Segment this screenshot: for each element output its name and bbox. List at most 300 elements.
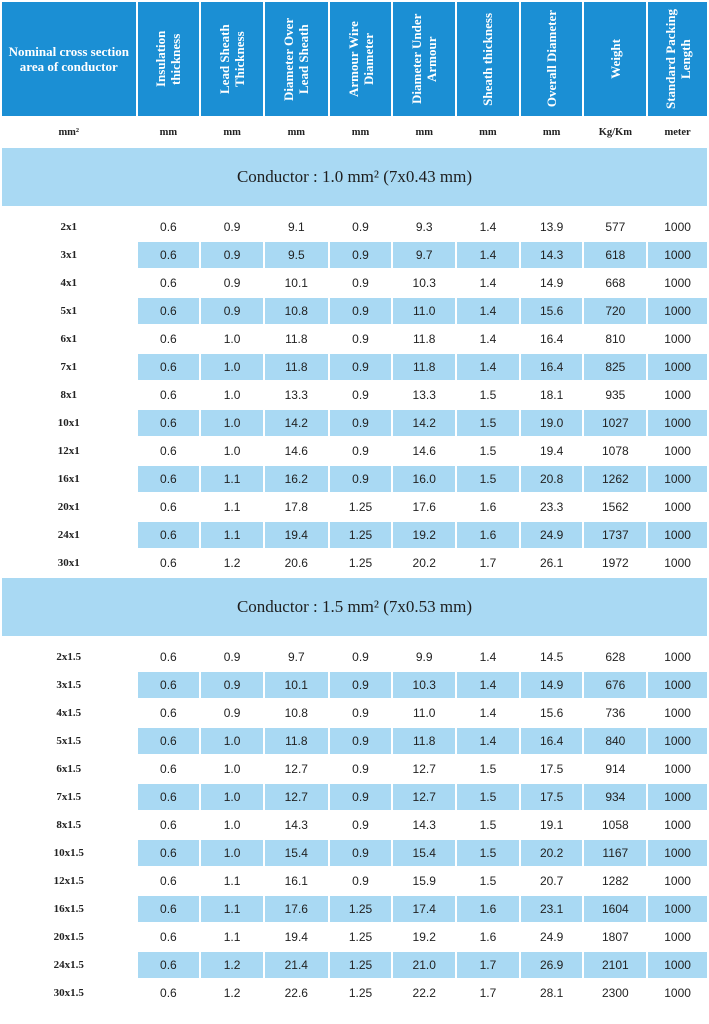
table-cell: 1000	[648, 840, 707, 866]
table-cell: 1058	[584, 812, 646, 838]
table-cell: 14.6	[393, 438, 455, 464]
table-cell: 1000	[648, 672, 707, 698]
table-cell: 9.7	[393, 242, 455, 268]
table-cell: 0.9	[330, 214, 392, 240]
table-cell: 1000	[648, 868, 707, 894]
row-size-cell: 24x1.5	[2, 952, 136, 978]
table-cell: 0.6	[138, 924, 200, 950]
row-size-cell: 12x1	[2, 438, 136, 464]
table-cell: 0.6	[138, 980, 200, 1006]
table-cell: 20.6	[265, 550, 328, 576]
table-cell: 1000	[648, 438, 707, 464]
table-row	[2, 466, 707, 492]
table-cell: 13.3	[393, 382, 455, 408]
unit-cell: mm	[521, 118, 583, 146]
table-cell: 10.1	[265, 270, 328, 296]
table-cell: 1.4	[457, 700, 519, 726]
table-cell: 17.5	[521, 784, 583, 810]
table-cell: 9.3	[393, 214, 455, 240]
table-cell: 20.8	[521, 466, 583, 492]
table-cell: 1000	[648, 784, 707, 810]
header-label: Armour Wire Diameter	[345, 21, 376, 97]
table-row	[2, 784, 707, 810]
table-cell: 15.6	[521, 298, 583, 324]
units-row	[2, 118, 707, 146]
header-label: Overall Diameter	[544, 10, 560, 108]
row-size-cell: 24x1	[2, 522, 136, 548]
table-cell: 1.2	[201, 952, 263, 978]
table-row	[2, 438, 707, 464]
table-cell: 1.0	[201, 326, 263, 352]
header-lead-sheath-thickness	[201, 2, 263, 116]
table-cell: 1262	[584, 466, 646, 492]
table-cell: 668	[584, 270, 646, 296]
row-size-cell: 5x1	[2, 298, 136, 324]
table-cell: 0.9	[201, 242, 263, 268]
table-cell: 0.9	[201, 700, 263, 726]
table-cell: 736	[584, 700, 646, 726]
table-cell: 1.1	[201, 896, 263, 922]
table-cell: 1.25	[330, 952, 392, 978]
table-cell: 12.7	[265, 784, 328, 810]
table-cell: 19.1	[521, 812, 583, 838]
table-cell: 2300	[584, 980, 646, 1006]
table-cell: 0.9	[201, 672, 263, 698]
table-cell: 720	[584, 298, 646, 324]
table-cell: 1.1	[201, 466, 263, 492]
table-cell: 914	[584, 756, 646, 782]
table-cell: 1000	[648, 326, 707, 352]
table-row	[2, 270, 707, 296]
row-size-cell: 6x1	[2, 326, 136, 352]
table-cell: 810	[584, 326, 646, 352]
table-cell: 11.0	[393, 298, 455, 324]
table-cell: 1.25	[330, 896, 392, 922]
table-cell: 1000	[648, 214, 707, 240]
table-cell: 0.6	[138, 812, 200, 838]
table-cell: 934	[584, 784, 646, 810]
table-cell: 15.4	[265, 840, 328, 866]
table-cell: 16.2	[265, 466, 328, 492]
table-cell: 10.3	[393, 672, 455, 698]
table-cell: 1000	[648, 700, 707, 726]
table-cell: 1000	[648, 980, 707, 1006]
table-cell: 1078	[584, 438, 646, 464]
table-cell: 1.25	[330, 980, 392, 1006]
table-cell: 1000	[648, 728, 707, 754]
table-cell: 10.1	[265, 672, 328, 698]
table-cell: 0.6	[138, 438, 200, 464]
table-cell: 1027	[584, 410, 646, 436]
table-cell: 1.1	[201, 522, 263, 548]
table-cell: 0.6	[138, 868, 200, 894]
table-cell: 0.9	[330, 644, 392, 670]
table-cell: 0.6	[138, 784, 200, 810]
row-size-cell: 4x1	[2, 270, 136, 296]
table-cell: 0.9	[330, 812, 392, 838]
header-label: Diameter Over Lead Sheath	[281, 17, 312, 101]
row-size-cell: 2x1	[2, 214, 136, 240]
table-cell: 0.6	[138, 522, 200, 548]
table-cell: 2101	[584, 952, 646, 978]
table-row	[2, 326, 707, 352]
table-cell: 0.9	[330, 728, 392, 754]
table-cell: 0.9	[330, 410, 392, 436]
table-cell: 26.9	[521, 952, 583, 978]
table-cell: 0.6	[138, 550, 200, 576]
table-cell: 13.9	[521, 214, 583, 240]
header-label: Weight	[607, 39, 623, 79]
table-cell: 10.8	[265, 700, 328, 726]
table-cell: 1.25	[330, 494, 392, 520]
header-label: Sheath thickness	[480, 12, 496, 106]
header-sheath-thickness	[457, 2, 519, 116]
table-cell: 17.6	[265, 896, 328, 922]
table-row	[2, 522, 707, 548]
header-armour-wire-diameter	[330, 2, 392, 116]
table-cell: 16.0	[393, 466, 455, 492]
table-cell: 20.7	[521, 868, 583, 894]
table-cell: 0.9	[330, 868, 392, 894]
table-cell: 0.6	[138, 494, 200, 520]
table-cell: 1.0	[201, 756, 263, 782]
table-cell: 14.3	[521, 242, 583, 268]
table-cell: 0.6	[138, 354, 200, 380]
table-cell: 0.6	[138, 298, 200, 324]
conductor-section-title: Conductor : 1.0 mm² (7x0.43 mm)	[2, 148, 707, 206]
table-cell: 9.5	[265, 242, 328, 268]
table-cell: 21.0	[393, 952, 455, 978]
row-size-cell: 30x1	[2, 550, 136, 576]
table-row	[2, 980, 707, 1006]
table-cell: 1.0	[201, 382, 263, 408]
table-cell: 19.2	[393, 924, 455, 950]
table-cell: 0.6	[138, 672, 200, 698]
table-cell: 12.7	[265, 756, 328, 782]
table-row	[2, 868, 707, 894]
header-nominal-cross-section	[2, 2, 136, 116]
unit-cell: mm	[457, 118, 519, 146]
table-cell: 18.1	[521, 382, 583, 408]
table-cell: 24.9	[521, 924, 583, 950]
table-cell: 618	[584, 242, 646, 268]
section-spacer	[2, 638, 707, 642]
table-cell: 825	[584, 354, 646, 380]
table-cell: 19.4	[265, 924, 328, 950]
header-weight	[584, 2, 646, 116]
table-row	[2, 840, 707, 866]
table-cell: 1562	[584, 494, 646, 520]
unit-cell: mm	[330, 118, 392, 146]
table-cell: 0.9	[201, 644, 263, 670]
table-cell: 15.6	[521, 700, 583, 726]
table-row	[2, 756, 707, 782]
table-cell: 17.6	[393, 494, 455, 520]
table-cell: 19.0	[521, 410, 583, 436]
table-cell: 1.4	[457, 728, 519, 754]
table-cell: 14.3	[265, 812, 328, 838]
header-diameter-over-lead-sheath	[265, 2, 328, 116]
table-cell: 1000	[648, 550, 707, 576]
unit-cell: mm	[201, 118, 263, 146]
table-cell: 0.6	[138, 728, 200, 754]
table-cell: 0.9	[330, 700, 392, 726]
table-cell: 1737	[584, 522, 646, 548]
row-size-cell: 7x1	[2, 354, 136, 380]
table-row	[2, 644, 707, 670]
table-cell: 16.1	[265, 868, 328, 894]
table-cell: 1.0	[201, 728, 263, 754]
table-cell: 10.8	[265, 298, 328, 324]
table-cell: 11.8	[265, 728, 328, 754]
table-cell: 1.5	[457, 812, 519, 838]
table-cell: 14.2	[393, 410, 455, 436]
row-size-cell: 20x1.5	[2, 924, 136, 950]
row-size-cell: 2x1.5	[2, 644, 136, 670]
table-cell: 0.9	[330, 326, 392, 352]
row-size-cell: 20x1	[2, 494, 136, 520]
table-row	[2, 298, 707, 324]
table-cell: 0.6	[138, 214, 200, 240]
header-label: Standard Packing Length	[662, 8, 693, 110]
table-cell: 0.9	[330, 784, 392, 810]
header-label: Diameter Under Armour	[409, 13, 440, 105]
table-cell: 1000	[648, 756, 707, 782]
table-cell: 11.8	[393, 326, 455, 352]
table-cell: 840	[584, 728, 646, 754]
unit-cell: mm²	[2, 118, 136, 146]
table-cell: 1.4	[457, 214, 519, 240]
table-cell: 1.0	[201, 438, 263, 464]
table-cell: 0.6	[138, 410, 200, 436]
table-cell: 1.7	[457, 550, 519, 576]
table-cell: 1.4	[457, 326, 519, 352]
row-size-cell: 3x1	[2, 242, 136, 268]
table-cell: 1000	[648, 382, 707, 408]
table-cell: 1.5	[457, 868, 519, 894]
table-cell: 1.2	[201, 980, 263, 1006]
table-cell: 13.3	[265, 382, 328, 408]
table-cell: 1000	[648, 494, 707, 520]
table-cell: 9.1	[265, 214, 328, 240]
table-row	[2, 896, 707, 922]
table-cell: 1000	[648, 270, 707, 296]
table-cell: 1000	[648, 924, 707, 950]
table-cell: 17.8	[265, 494, 328, 520]
table-cell: 23.3	[521, 494, 583, 520]
table-row	[2, 382, 707, 408]
table-cell: 0.9	[330, 840, 392, 866]
table-cell: 1.0	[201, 840, 263, 866]
table-cell: 1.1	[201, 868, 263, 894]
table-cell: 20.2	[393, 550, 455, 576]
table-cell: 628	[584, 644, 646, 670]
table-cell: 14.2	[265, 410, 328, 436]
table-cell: 20.2	[521, 840, 583, 866]
table-cell: 12.7	[393, 756, 455, 782]
table-cell: 1.0	[201, 410, 263, 436]
section-spacer	[2, 208, 707, 212]
table-cell: 0.9	[330, 354, 392, 380]
table-cell: 16.4	[521, 728, 583, 754]
table-cell: 14.3	[393, 812, 455, 838]
table-cell: 22.6	[265, 980, 328, 1006]
table-cell: 1.6	[457, 522, 519, 548]
row-size-cell: 4x1.5	[2, 700, 136, 726]
table-cell: 1.1	[201, 924, 263, 950]
table-cell: 1000	[648, 522, 707, 548]
table-cell: 0.6	[138, 466, 200, 492]
table-cell: 15.4	[393, 840, 455, 866]
table-row	[2, 354, 707, 380]
table-cell: 0.9	[201, 214, 263, 240]
table-cell: 1.0	[201, 812, 263, 838]
table-row	[2, 550, 707, 576]
header-insulation-thickness	[138, 2, 200, 116]
table-row	[2, 700, 707, 726]
table-body	[2, 118, 707, 1006]
table-cell: 1.6	[457, 896, 519, 922]
table-cell: 1.6	[457, 924, 519, 950]
table-cell: 14.9	[521, 270, 583, 296]
table-cell: 1000	[648, 298, 707, 324]
row-size-cell: 7x1.5	[2, 784, 136, 810]
table-cell: 0.6	[138, 896, 200, 922]
table-cell: 11.8	[265, 326, 328, 352]
table-cell: 22.2	[393, 980, 455, 1006]
table-row	[2, 924, 707, 950]
table-cell: 14.5	[521, 644, 583, 670]
table-cell: 0.9	[330, 382, 392, 408]
table-cell: 1.5	[457, 784, 519, 810]
table-row	[2, 214, 707, 240]
table-cell: 1972	[584, 550, 646, 576]
table-row	[2, 672, 707, 698]
table-cell: 0.9	[330, 672, 392, 698]
row-size-cell: 8x1.5	[2, 812, 136, 838]
table-cell: 1.4	[457, 672, 519, 698]
table-cell: 14.9	[521, 672, 583, 698]
table-cell: 1.4	[457, 242, 519, 268]
table-cell: 9.9	[393, 644, 455, 670]
table-cell: 577	[584, 214, 646, 240]
table-cell: 19.4	[265, 522, 328, 548]
table-cell: 0.9	[330, 756, 392, 782]
row-size-cell: 10x1	[2, 410, 136, 436]
header-label: Lead Sheath Thickness	[217, 24, 248, 94]
table-cell: 1.7	[457, 980, 519, 1006]
table-cell: 17.5	[521, 756, 583, 782]
conductor-section-row	[2, 578, 707, 636]
table-row	[2, 410, 707, 436]
table-cell: 28.1	[521, 980, 583, 1006]
table-cell: 24.9	[521, 522, 583, 548]
table-cell: 1.25	[330, 924, 392, 950]
row-size-cell: 8x1	[2, 382, 136, 408]
header-standard-packing-length	[648, 2, 707, 116]
row-size-cell: 16x1	[2, 466, 136, 492]
table-cell: 1000	[648, 466, 707, 492]
table-cell: 0.6	[138, 382, 200, 408]
conductor-section-row	[2, 148, 707, 206]
row-size-cell: 12x1.5	[2, 868, 136, 894]
table-cell: 935	[584, 382, 646, 408]
table-cell: 0.6	[138, 644, 200, 670]
table-cell: 0.6	[138, 756, 200, 782]
table-cell: 1000	[648, 354, 707, 380]
table-cell: 17.4	[393, 896, 455, 922]
table-cell: 0.9	[330, 466, 392, 492]
table-cell: 1.5	[457, 410, 519, 436]
table-cell: 1.5	[457, 840, 519, 866]
table-cell: 1.0	[201, 354, 263, 380]
table-cell: 1167	[584, 840, 646, 866]
table-cell: 1.4	[457, 354, 519, 380]
table-cell: 1604	[584, 896, 646, 922]
table-cell: 1.25	[330, 522, 392, 548]
table-cell: 16.4	[521, 326, 583, 352]
table-cell: 0.6	[138, 700, 200, 726]
table-cell: 0.9	[201, 270, 263, 296]
table-cell: 0.6	[138, 326, 200, 352]
header-diameter-under-armour	[393, 2, 455, 116]
table-cell: 1000	[648, 644, 707, 670]
table-cell: 0.9	[330, 270, 392, 296]
table-cell: 1.2	[201, 550, 263, 576]
table-cell: 1000	[648, 812, 707, 838]
section-spacer-cell	[2, 638, 707, 642]
table-row	[2, 494, 707, 520]
table-cell: 1807	[584, 924, 646, 950]
header-overall-diameter	[521, 2, 583, 116]
table-cell: 1000	[648, 952, 707, 978]
header-row	[2, 2, 707, 116]
table-cell: 1000	[648, 896, 707, 922]
table-cell: 676	[584, 672, 646, 698]
header-label: Insulation thickness	[153, 30, 184, 88]
table-cell: 11.0	[393, 700, 455, 726]
unit-cell: meter	[648, 118, 707, 146]
table-cell: 26.1	[521, 550, 583, 576]
table-cell: 0.9	[330, 242, 392, 268]
table-row	[2, 812, 707, 838]
table-cell: 1.7	[457, 952, 519, 978]
row-size-cell: 10x1.5	[2, 840, 136, 866]
table-cell: 1.5	[457, 466, 519, 492]
table-cell: 11.8	[393, 354, 455, 380]
table-cell: 0.6	[138, 840, 200, 866]
table-cell: 19.4	[521, 438, 583, 464]
conductor-section-title: Conductor : 1.5 mm² (7x0.53 mm)	[2, 578, 707, 636]
table-cell: 0.9	[330, 438, 392, 464]
table-cell: 1.4	[457, 644, 519, 670]
row-size-cell: 30x1.5	[2, 980, 136, 1006]
table-cell: 23.1	[521, 896, 583, 922]
table-row	[2, 952, 707, 978]
table-cell: 1.5	[457, 438, 519, 464]
table-cell: 1.1	[201, 494, 263, 520]
table-cell: 1.0	[201, 784, 263, 810]
table-cell: 0.9	[330, 298, 392, 324]
table-cell: 1.4	[457, 270, 519, 296]
unit-cell: Kg/Km	[584, 118, 646, 146]
table-cell: 11.8	[265, 354, 328, 380]
table-cell: 1.25	[330, 550, 392, 576]
table-cell: 0.9	[201, 298, 263, 324]
table-cell: 16.4	[521, 354, 583, 380]
table-cell: 1.6	[457, 494, 519, 520]
table-cell: 0.6	[138, 242, 200, 268]
